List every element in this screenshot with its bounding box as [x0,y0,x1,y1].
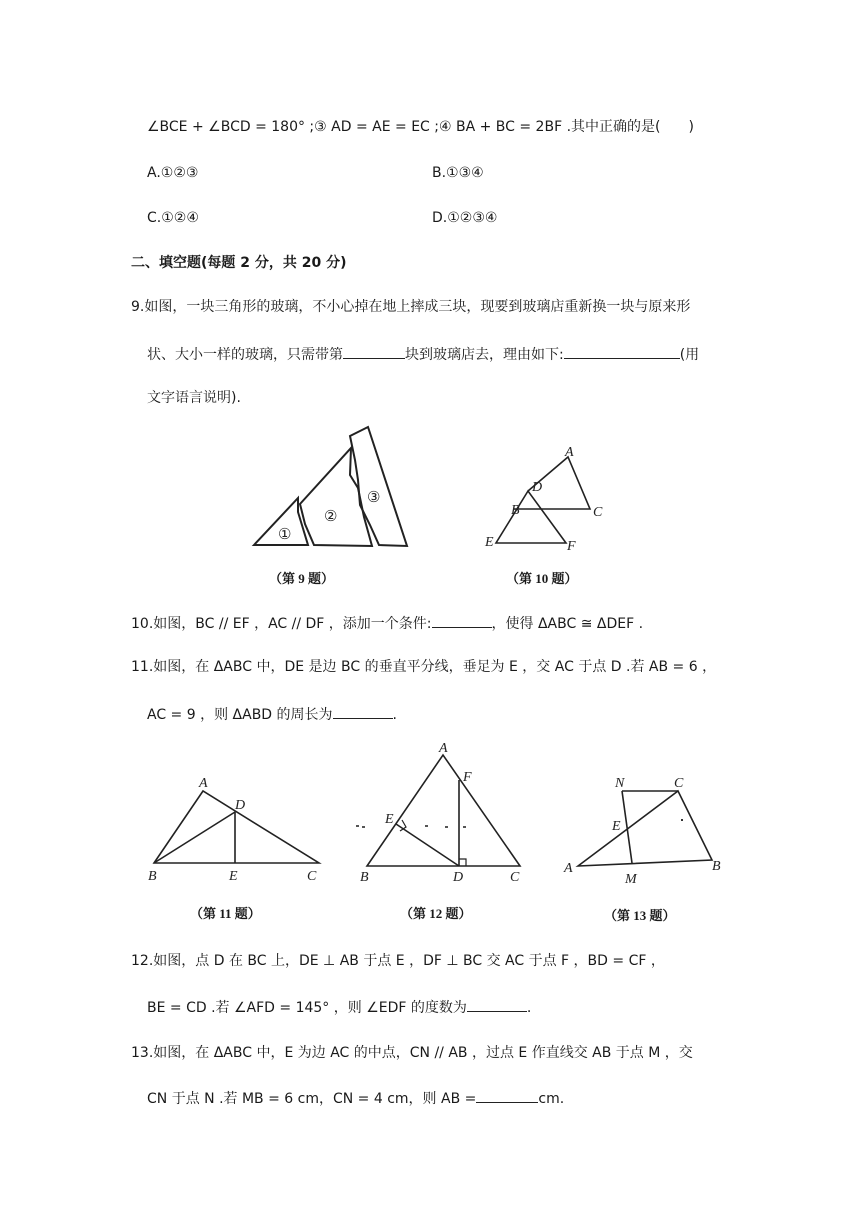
fig12-label-b: B [360,870,369,885]
q11-line1: 11.如图，在 ΔABC 中，DE 是边 BC 的垂直平分线，垂足为 E ，交 AC 于点 D .若 AB = 6 ， [131,659,717,675]
fig13-label-m: M [625,872,637,885]
fig12-label-a: A [439,741,448,756]
q13-text-a: CN 于点 N .若 MB = 6 cm，CN = 4 cm，则 AB = [147,1091,477,1107]
q8-option-c: C.①②④ [147,210,199,226]
fig10-label-c: C [593,505,603,520]
fig9-label-2: ② [324,509,338,525]
figure-13 [555,770,735,885]
fig12-label-c: C [510,870,520,885]
fig9-label-1: ① [278,527,292,543]
q9-text-a: 状、大小一样的玻璃，只需带第 [147,347,343,363]
fig11-label-d: D [235,798,246,813]
fig12-label-d: D [453,870,464,885]
fig13-caption: （第 13 题） [604,908,676,923]
q10-line [131,613,643,634]
fig12-label-e: E [385,812,394,827]
fig11-caption: （第 11 题） [190,906,261,921]
q12-line1: 12.如图，点 D 在 BC 上，DE ⊥ AB 于点 E ，DF ⊥ BC 交 AC 于点 F ，BD = CF ， [131,953,665,969]
q10-blank[interactable] [432,613,492,628]
fig11-label-e: E [229,869,238,884]
q8-option-a: A.①②③ [147,165,199,181]
figure-12 [350,740,535,888]
fig11-label-a: A [199,776,208,791]
fig13-label-a: A [564,861,573,876]
fig13-label-e: E [612,819,621,834]
figure-10 [480,442,610,554]
fig9-piece-2 [300,448,372,546]
q10-text-a: 10.如图，BC // EF ，AC // DF ，添加一个条件: [131,616,432,632]
fig12-caption: （第 12 题） [400,906,472,921]
q12-line2 [147,997,531,1018]
fig13-label-b: B [712,859,721,874]
q12-text-a: BE = CD .若 ∠AFD = 145° ，则 ∠EDF 的度数为 [147,1000,467,1016]
fig10-label-e: E [485,535,494,550]
fig9-piece-3 [350,427,407,546]
fig10-label-d: D [532,480,543,495]
figure-9 [248,420,418,555]
fig11-label-b: B [148,869,157,884]
q9-text-b: 块到玻璃店去，理由如下: [405,347,564,363]
q9-line1: 9.如图，一块三角形的玻璃，不小心掉在地上摔成三块，现要到玻璃店重新换一块与原来形 [131,299,691,315]
q11-text-b: . [392,707,397,723]
q11-line2 [147,704,397,725]
fig11-label-c: C [307,869,317,884]
q9-line3: 文字语言说明). [147,390,241,406]
q9-text-c: (用 [679,347,700,363]
q8-option-d: D.①②③④ [432,210,498,226]
fig10-label-b: B [511,503,520,518]
fig10-label-f: F [567,539,576,554]
fig10-label-a: A [565,445,574,460]
q8-option-b: B.①③④ [432,165,484,181]
fig9-label-3: ③ [367,490,381,506]
q13-line2 [147,1088,564,1109]
section-title: 二、填空题(每题 2 分，共 20 分) [131,255,347,271]
q11-blank[interactable] [333,704,393,719]
q9-blank-2[interactable] [564,344,680,359]
fig13-label-c: C [674,776,684,791]
fig9-caption: （第 9 题） [269,571,335,586]
q13-blank[interactable] [476,1088,538,1103]
figure-11 [140,770,330,885]
q9-blank-1[interactable] [343,344,405,359]
q12-text-b: . [526,1000,532,1016]
fig13-label-n: N [615,776,625,791]
fig12-label-f: F [463,770,472,785]
q12-blank[interactable] [467,997,527,1012]
q9-line2 [147,344,699,365]
q10-text-b: ，使得 ΔABC ≅ ΔDEF . [491,616,644,632]
q11-text-a: AC = 9 ，则 ΔABD 的周长为 [147,707,333,723]
q8-conditions: ∠BCE + ∠BCD = 180° ;③ AD = AE = EC ;④ BA + BC = 2BF .其中正确的是( ) [147,119,694,135]
fig10-caption: （第 10 题） [506,571,578,586]
q13-text-b: cm. [538,1091,565,1107]
q13-line1: 13.如图，在 ΔABC 中，E 为边 AC 的中点，CN // AB ，过点 E 作直线交 AB 于点 M ，交 [131,1045,693,1061]
